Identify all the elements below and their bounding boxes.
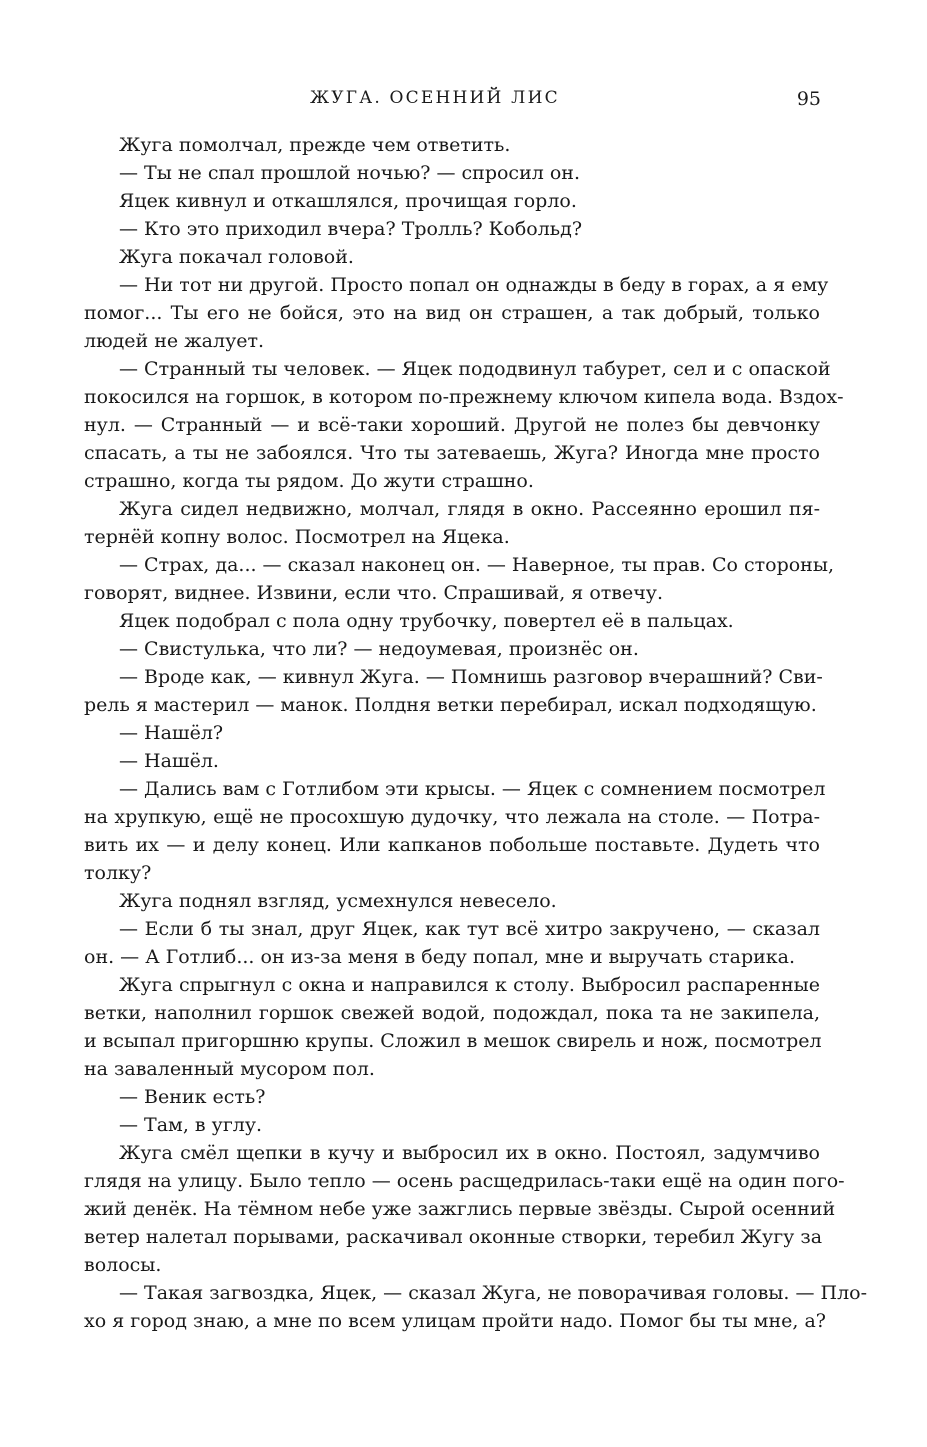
text-line: толку? [84, 862, 152, 884]
running-head-title: ЖУГА. ОСЕННИЙ ЛИС [310, 88, 560, 108]
text-line: Жуга сидел недвижно, молчал, глядя в окно. Рассеянно ерошил пя- [119, 498, 820, 520]
text-line: покосился на горшок, в котором по-прежнему ключом кипела вода. Вздох- [84, 386, 844, 408]
text-line: — Если б ты знал, друг Яцек, как тут всё хитро закручено, — сказал [119, 918, 820, 940]
text-line: — Ни тот ни другой. Просто попал он однажды в беду в горах, а я ему [119, 274, 829, 296]
text-line: — Веник есть? [119, 1086, 266, 1108]
text-line: рель я мастерил — манок. Полдня ветки перебирал, искал подходящую. [84, 694, 817, 716]
text-line: Жуга смёл щепки в кучу и выбросил их в окно. Постоял, задумчиво [119, 1142, 820, 1164]
text-line: — Вроде как, — кивнул Жуга. — Помнишь разговор вчерашний? Сви- [119, 666, 823, 688]
text-line: людей не жалует. [84, 330, 265, 352]
text-line: хо я город знаю, а мне по всем улицам пройти надо. Помог бы ты мне, а? [84, 1310, 826, 1332]
text-line: Жуга спрыгнул с окна и направился к столу. Выбросил распаренные [119, 974, 820, 996]
text-line: Жуга поднял взгляд, усмехнулся невесело. [119, 890, 557, 912]
text-line: Жуга покачал головой. [119, 246, 354, 268]
text-line: и всыпал пригоршню крупы. Сложил в мешок свирель и нож, посмотрел [84, 1030, 822, 1052]
text-line: — Свистулька, что ли? — недоумевая, произнёс он. [119, 638, 639, 660]
page-number: 95 [796, 88, 821, 110]
text-line: жий денёк. На тёмном небе уже зажглись первые звёзды. Сырой осенний [84, 1198, 836, 1220]
text-line: страшно, когда ты рядом. До жути страшно. [84, 470, 534, 492]
text-line: на заваленный мусором пол. [84, 1058, 375, 1080]
text-line: — Кто это приходил вчера? Тролль? Кобольд? [119, 218, 583, 240]
text-line: на хрупкую, ещё не просохшую дудочку, что лежала на столе. — Потра- [84, 806, 820, 828]
text-line: ветки, наполнил горшок свежей водой, подождал, пока та не закипела, [84, 1002, 820, 1024]
text-line: — Такая загвоздка, Яцек, — сказал Жуга, не поворачивая головы. — Пло- [119, 1282, 868, 1304]
text-line: он. — А Готлиб... он из-за меня в беду попал, мне и выручать старика. [84, 946, 796, 968]
text-line: — Ты не спал прошлой ночью? — спросил он. [119, 162, 580, 184]
text-line: говорят, виднее. Извини, если что. Спрашивай, я отвечу. [84, 582, 663, 604]
text-line: глядя на улицу. Было тепло — осень расщедрилась-таки ещё на один пого- [84, 1170, 845, 1192]
text-line: Яцек кивнул и откашлялся, прочищая горло. [119, 190, 577, 212]
text-line: нул. — Странный — и всё-таки хороший. Другой не полез бы девчонку [84, 414, 820, 436]
text-line: помог... Ты его не бойся, это на вид он страшен, а так добрый, только [84, 302, 820, 324]
text-line: ветер налетал порывами, раскачивал оконные створки, теребил Жугу за [84, 1226, 823, 1248]
text-line: — Дались вам с Готлибом эти крысы. — Яцек с сомнением посмотрел [119, 778, 826, 800]
text-line: — Страх, да... — сказал наконец он. — Наверное, ты прав. Со стороны, [119, 554, 834, 576]
text-line: Жуга помолчал, прежде чем ответить. [119, 134, 511, 156]
text-line: вить их — и делу конец. Или капканов побольше поставьте. Дудеть что [84, 834, 820, 856]
text-line: волосы. [84, 1254, 162, 1276]
text-line: — Там, в углу. [119, 1114, 263, 1136]
text-line: тернёй копну волос. Посмотрел на Яцека. [84, 526, 510, 548]
text-line: — Странный ты человек. — Яцек пододвинул табурет, сел и с опаской [119, 358, 831, 380]
text-line: спасать, а ты не забоялся. Что ты затеваешь, Жуга? Иногда мне просто [84, 442, 820, 464]
text-line: Яцек подобрал с пола одну трубочку, повертел её в пальцах. [119, 610, 734, 632]
text-line: — Нашёл? [119, 722, 224, 744]
text-line: — Нашёл. [119, 750, 219, 772]
